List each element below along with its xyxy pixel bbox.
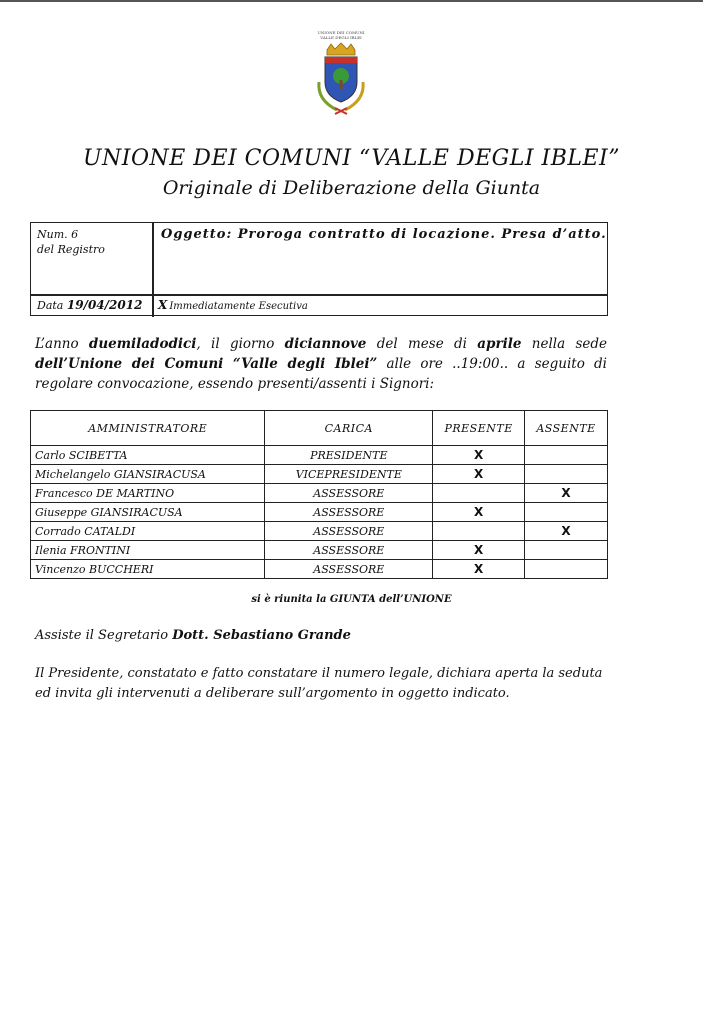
member-name: Corrado CATALDI xyxy=(31,522,265,541)
meeting-time: ..19:00.. xyxy=(452,356,509,372)
member-name: Michelangelo GIANSIRACUSA xyxy=(31,465,265,484)
secretary-statement: Assiste il Segretario Dott. Sebastiano Grande xyxy=(35,628,351,643)
table-row xyxy=(31,522,608,541)
divider xyxy=(152,223,154,317)
member-role: VICEPRESIDENTE xyxy=(265,465,433,484)
member-name: Giuseppe GIANSIRACUSA xyxy=(31,503,265,522)
registry-number: Num. 6 del Registro xyxy=(37,228,105,256)
absent-cell: X xyxy=(525,484,608,503)
member-role: ASSESSORE xyxy=(265,484,433,503)
page-subtitle: Originale di Deliberazione della Giunta xyxy=(162,177,541,199)
intro-paragraph: L’anno duemiladodici, il giorno diciannove del mese di aprile nella sede dell’Unione dei Comuni “Valle degli Iblei” alle ore ..19:00.. a seguito di regolare convocazione, essendo presenti/assenti i Signori: xyxy=(35,336,607,392)
coat-of-arms-logo xyxy=(308,30,374,122)
table-row xyxy=(31,446,608,465)
member-name: Ilenia FRONTINI xyxy=(31,541,265,560)
check-mark: X xyxy=(158,298,168,312)
divider xyxy=(31,294,607,296)
table-row xyxy=(31,541,608,560)
column-header: ASSENTE xyxy=(525,411,608,446)
table-header xyxy=(31,411,608,446)
table-row xyxy=(31,503,608,522)
present-cell: X xyxy=(433,560,525,579)
convened-statement: si è riunita la GIUNTA dell’UNIONE xyxy=(251,594,452,605)
table-row xyxy=(31,484,608,503)
present-cell xyxy=(433,522,525,541)
present-cell xyxy=(433,484,525,503)
deliberation-date: Data 19/04/2012 xyxy=(37,298,143,312)
member-name: Carlo SCIBETTA xyxy=(31,446,265,465)
absent-cell xyxy=(525,560,608,579)
crest-icon xyxy=(313,42,369,120)
absent-cell: X xyxy=(525,522,608,541)
column-header: PRESENTE xyxy=(433,411,525,446)
logo-caption: UNIONE DEI COMUNI VALLE DEGLI IBLEI xyxy=(317,30,365,40)
table-row xyxy=(31,465,608,484)
member-role: ASSESSORE xyxy=(265,522,433,541)
absent-cell xyxy=(525,465,608,484)
member-role: ASSESSORE xyxy=(265,560,433,579)
absent-cell xyxy=(525,446,608,465)
member-name: Vincenzo BUCCHERI xyxy=(31,560,265,579)
member-role: ASSESSORE xyxy=(265,503,433,522)
table-row xyxy=(31,560,608,579)
member-name: Francesco DE MARTINO xyxy=(31,484,265,503)
page-title: UNIONE DEI COMUNI “VALLE DEGLI IBLEI” xyxy=(82,146,620,171)
attendance-table xyxy=(30,410,608,579)
present-cell: X xyxy=(433,465,525,484)
subject-line: Oggetto: Proroga contratto di locazione. Presa d’atto. xyxy=(161,227,607,242)
present-cell: X xyxy=(433,446,525,465)
president-statement: Il Presidente, constatato e fatto constatare il numero legale, dichiara aperta la seduta ed invita gli intervenuti a deliberare sull’argomento in oggetto indicato. xyxy=(35,666,603,701)
member-role: PRESIDENTE xyxy=(265,446,433,465)
immediate-execution: X Immediatamente Esecutiva xyxy=(158,298,308,312)
absent-cell xyxy=(525,541,608,560)
column-header: CARICA xyxy=(265,411,433,446)
registry-box xyxy=(30,222,608,316)
page-top-border xyxy=(0,0,703,2)
present-cell: X xyxy=(433,503,525,522)
absent-cell xyxy=(525,503,608,522)
member-role: ASSESSORE xyxy=(265,541,433,560)
column-header: AMMINISTRATORE xyxy=(31,411,265,446)
present-cell: X xyxy=(433,541,525,560)
